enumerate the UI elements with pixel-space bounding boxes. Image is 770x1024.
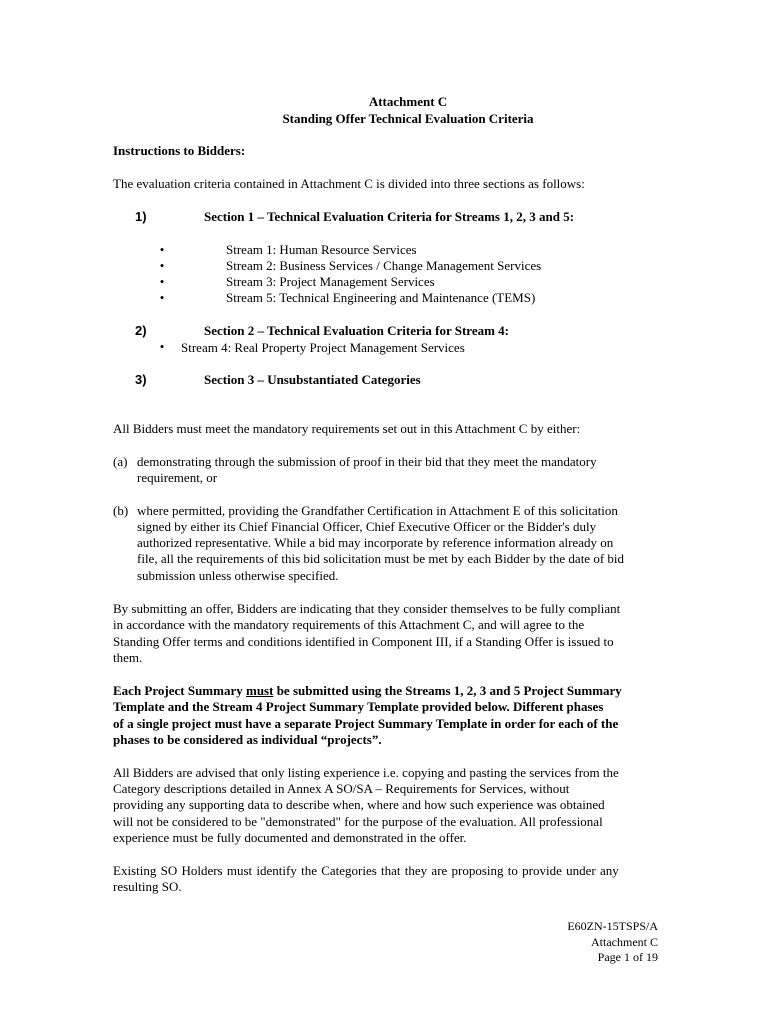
page-subtitle: Standing Offer Technical Evaluation Criteria [282, 111, 534, 126]
summary-emphasis: must [245, 683, 274, 698]
section-1-item: Stream 3: Project Management Services [226, 274, 435, 289]
section-2-number: 2) [135, 323, 147, 338]
compliance-line: in accordance with the mandatory requirements of this Attachment C, and will agree to the [113, 617, 585, 632]
instructions-heading: Instructions to Bidders: [113, 143, 246, 158]
summary-line: of a single project must have a separate Project Summary Template in order for each of the [113, 716, 619, 731]
section-3-title: Section 3 – Unsubstantiated Categories [204, 372, 421, 387]
advisory-line: All Bidders are advised that only listing experience i.e. copying and pasting the services from the [113, 765, 619, 780]
option-a-line: requirement, or [137, 470, 218, 485]
section-1-title: Section 1 – Technical Evaluation Criteria for Streams 1, 2, 3 and 5: [204, 209, 575, 224]
intro-text: The evaluation criteria contained in Attachment C is divided into three sections as follows: [113, 176, 585, 191]
section-1-number: 1) [135, 209, 147, 224]
section-3-number: 3) [135, 372, 147, 387]
mandatory-intro: All Bidders must meet the mandatory requirements set out in this Attachment C by either: [113, 421, 581, 436]
option-b-line: where permitted, providing the Grandfather Certification in Attachment E of this solicitation [137, 503, 618, 518]
section-1-item: Stream 1: Human Resource Services [226, 242, 417, 257]
summary-line: phases to be considered as individual “projects”. [113, 732, 382, 747]
footer-page-number: Page 1 of 19 [597, 950, 658, 964]
summary-line: Template and the Stream 4 Project Summary Template provided below. Different phases [113, 699, 604, 714]
option-b-line: signed by either its Chief Financial Officer, Chief Executive Officer or the Bidder's duly [137, 519, 597, 534]
section-1-item: Stream 5: Technical Engineering and Maintenance (TEMS) [226, 290, 536, 305]
section-2-title: Section 2 – Technical Evaluation Criteria for Stream 4: [204, 323, 509, 338]
section-2-item: Stream 4: Real Property Project Management Services [181, 340, 465, 355]
bullet-icon: • [159, 274, 165, 289]
advisory-line: will not be considered to be "demonstrated" for the purpose of the evaluation. All professional [113, 814, 603, 829]
advisory-line: Category descriptions detailed in Annex A SO/SA – Requirements for Services, without [113, 781, 570, 796]
bullet-icon: • [159, 258, 165, 273]
footer-reference: E60ZN-15TSPS/A [567, 919, 658, 933]
holders-line: resulting SO. [113, 879, 182, 894]
option-b-line: authorized representative. While a bid may incorporate by reference information already on [137, 535, 614, 550]
summary-line [113, 683, 658, 699]
compliance-line: Standing Offer terms and conditions identified in Component III, if a Standing Offer is issued to [113, 634, 614, 649]
page-title: Attachment C [368, 94, 448, 109]
footer-attachment: Attachment C [591, 935, 658, 949]
option-a-line: demonstrating through the submission of proof in their bid that they meet the mandatory [137, 454, 597, 469]
compliance-line: By submitting an offer, Bidders are indicating that they consider themselves to be fully compliant [113, 601, 621, 616]
option-b-line: file, all the requirements of this bid solicitation must be met by each Bidder by the date of bid [137, 551, 625, 566]
holders-line: Existing SO Holders must identify the Categories that they are proposing to provide under any [113, 863, 619, 878]
advisory-line: providing any supporting data to describe when, where and how such experience was obtained [113, 797, 605, 812]
summary-text: Each Project Summary [113, 683, 246, 698]
bullet-icon: • [159, 242, 165, 257]
advisory-line: experience must be fully documented and demonstrated in the offer. [113, 830, 467, 845]
summary-text: be submitted using the Streams 1, 2, 3 and 5 Project Summary [273, 683, 622, 698]
bullet-icon: • [159, 339, 165, 354]
bullet-icon: • [159, 290, 165, 305]
section-1-item: Stream 2: Business Services / Change Management Services [226, 258, 542, 273]
option-b-label: (b) [113, 503, 129, 518]
option-a-label: (a) [113, 454, 128, 469]
option-b-line: submission unless otherwise specified. [137, 568, 339, 583]
compliance-line: them. [113, 650, 143, 665]
